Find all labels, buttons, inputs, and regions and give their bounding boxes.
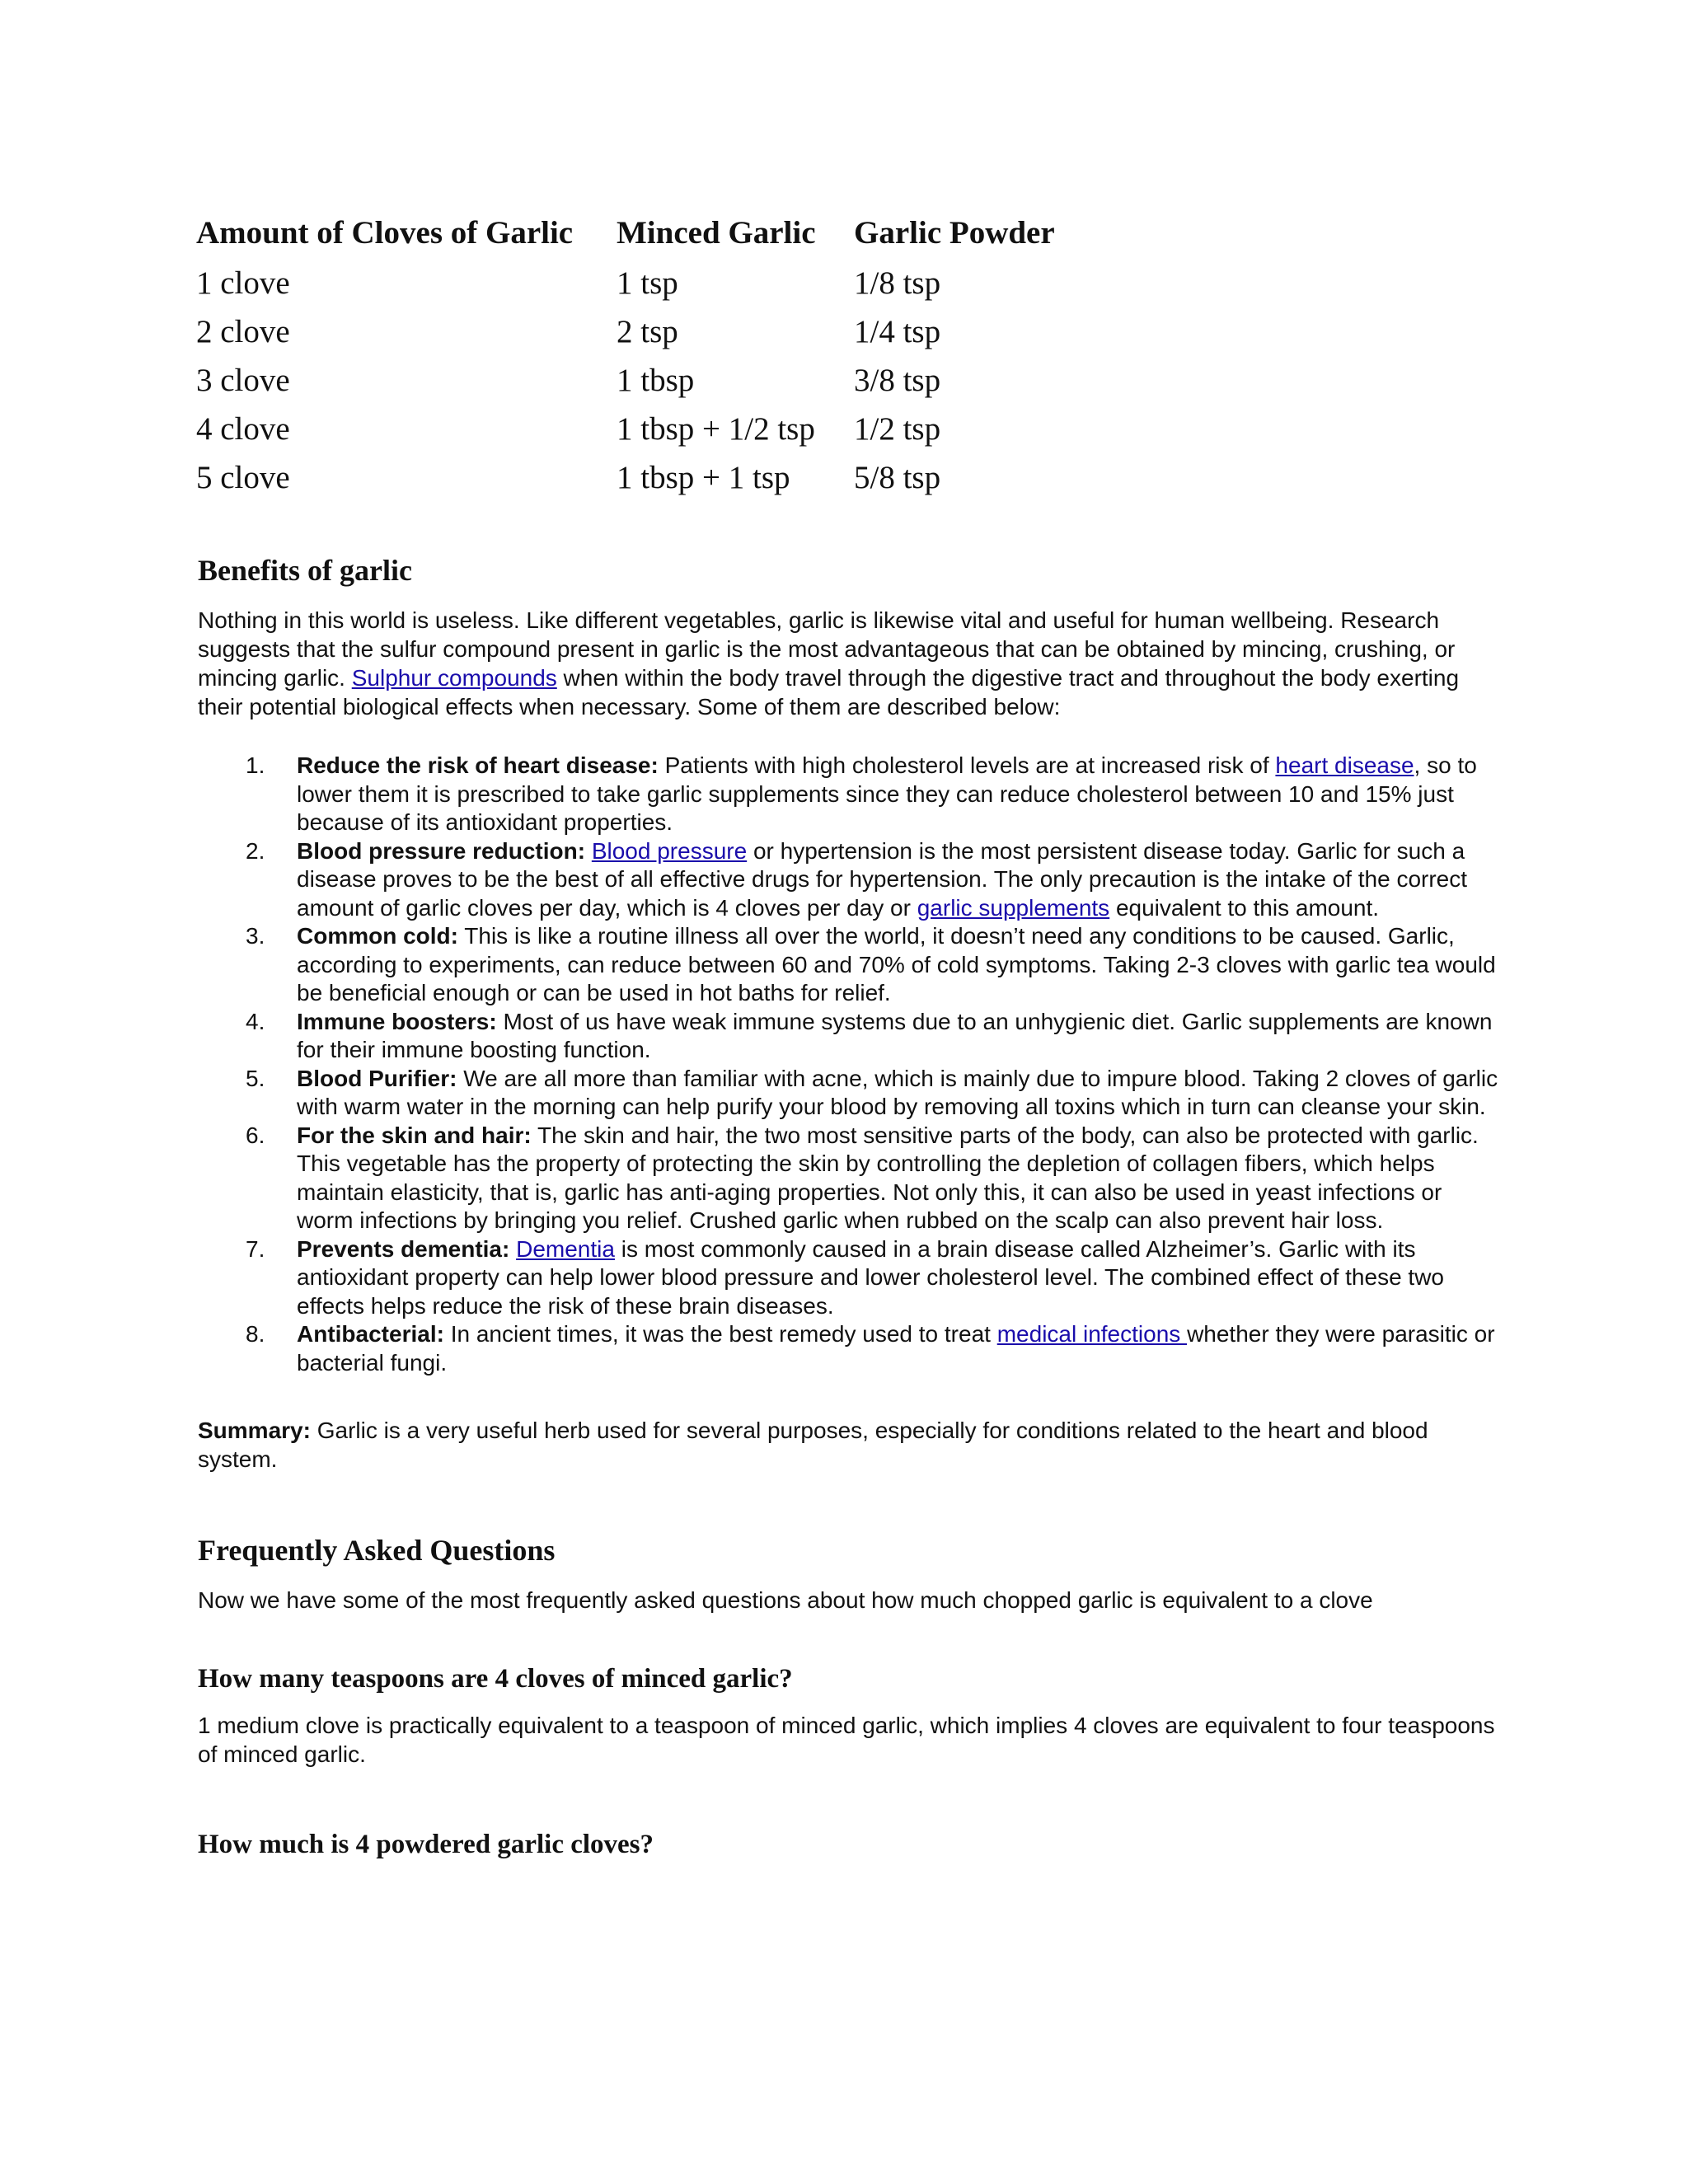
item-text: Patients with high cholesterol levels are at increased risk of <box>658 752 1276 778</box>
list-number: 1. <box>246 752 265 778</box>
intro-text: Nothing in this world is useless. Like different vegetables, garlic is likewise vital and useful for human wellbeing. Research suggests that the sulfur compound present in garlic is the most advantageous that can be obtained by mincing, crushing, or mincing garlic. <box>198 607 1456 691</box>
item-text: , so to lower them it is prescribed to take garlic supplements since they can reduce cholesterol between 10 and 15% just because of its antioxidant properties. <box>297 752 1477 835</box>
faq-heading: Frequently Asked Questions <box>198 1534 556 1567</box>
table-cell: 1 tsp <box>617 265 678 301</box>
item-text: equivalent to this amount. <box>1109 894 1380 921</box>
item-text: The skin and hair, the two most sensitive parts of the body, can also be protected with garlic. This vegetable has the property of protecting the skin by controlling the depletion of collagen fibers, which helps maintain elasticity, that is, garlic has anti-aging properties. Not only this, it can also be used in yeast infections or worm infections by bringing you relief. Crushed garlic when rubbed on the scalp can also prevent hair loss. <box>297 1122 1479 1233</box>
item-text: We are all more than familiar with acne, which is mainly due to impure blood. Taking 2 cloves of garlic with warm water in the morning can help purify your blood by removing all toxins which in turn can cleanse your skin. <box>297 1065 1498 1119</box>
table-header-cloves: Amount of Cloves of Garlic <box>196 214 574 251</box>
list-item <box>198 1320 1500 1377</box>
item-text: or hypertension is the most persistent disease today. Garlic for such a disease proves to be the best of all effective drugs for hypertension. The only precaution is the intake of the correct amount of garlic cloves per day, which is 4 cloves per day or <box>297 837 1468 921</box>
table-cell: 3/8 tsp <box>854 363 941 398</box>
table-row <box>196 453 1101 502</box>
table-header-row <box>196 206 1101 259</box>
list-number: 6. <box>246 1122 265 1148</box>
summary-text: Garlic is a very useful herb used for several purposes, especially for conditions related to the heart and blood system. <box>198 1418 1428 1472</box>
list-item <box>198 837 1500 923</box>
faq-question-1: How many teaspoons are 4 cloves of minced garlic? <box>198 1664 793 1694</box>
table-row <box>196 405 1101 453</box>
item-title: Prevents dementia: <box>297 1235 510 1262</box>
table-cell: 1/8 tsp <box>854 265 941 301</box>
summary-paragraph <box>198 1416 1500 1474</box>
list-item <box>198 1065 1500 1122</box>
table-cell: 1 tbsp <box>617 363 695 398</box>
table-cell: 1/2 tsp <box>854 411 941 447</box>
item-title: Blood Purifier: <box>297 1065 457 1091</box>
summary-label: Summary: <box>198 1418 311 1443</box>
item-title: For the skin and hair: <box>297 1122 532 1148</box>
list-number: 7. <box>246 1235 265 1262</box>
item-text <box>585 838 592 864</box>
document-page <box>198 206 1500 1860</box>
table-cell: 5 clove <box>196 460 290 495</box>
item-text: is most commonly caused in a brain disease called Alzheimer’s. Garlic with its antioxidant property can help lower blood pressure and lower cholesterol level. The combined effect of these two effects helps reduce the risk of these brain diseases. <box>297 1235 1445 1319</box>
list-item <box>198 922 1500 1008</box>
benefits-heading: Benefits of garlic <box>198 554 412 587</box>
list-item <box>198 1122 1500 1235</box>
table-cell: 1/4 tsp <box>854 314 941 349</box>
list-number: 8. <box>246 1321 265 1347</box>
table-cell: 3 clove <box>196 363 290 398</box>
table-header-minced: Minced Garlic <box>617 214 816 251</box>
table-cell: 1 tbsp + 1 tsp <box>617 460 790 495</box>
list-item <box>198 752 1500 837</box>
item-text: Most of us have weak immune systems due to an unhygienic diet. Garlic supplements are known for their immune boosting function. <box>297 1008 1493 1062</box>
item-title: Blood pressure reduction: <box>297 837 586 864</box>
faq-question-2: How much is 4 powdered garlic cloves? <box>198 1830 654 1859</box>
table-header-powder: Garlic Powder <box>854 214 1055 251</box>
table-row <box>196 259 1101 307</box>
table-row <box>196 356 1101 405</box>
list-number: 2. <box>246 837 265 864</box>
item-text: This is like a routine illness all over the world, it doesn’t need any conditions to be caused. Garlic, according to experiments, can reduce between 60 and 70% of cold symptoms. Taking 2-3 cloves with garlic tea would be beneficial enough or can be used in hot baths for relief. <box>297 923 1496 1005</box>
list-number: 5. <box>246 1065 265 1091</box>
item-title: Immune boosters: <box>297 1008 497 1034</box>
heart-disease-link[interactable]: heart disease <box>1275 752 1414 778</box>
faq-answer-1: 1 medium clove is practically equivalent to a teaspoon of minced garlic, which implies 4 cloves are equivalent to four teaspoons of minced garlic. <box>198 1713 1495 1767</box>
list-number: 4. <box>246 1008 265 1034</box>
garlic-supplements-link[interactable]: garlic supplements <box>917 894 1110 921</box>
blood-pressure-link[interactable]: Blood pressure <box>591 837 748 864</box>
item-text: In ancient times, it was the best remedy used to treat <box>443 1321 997 1347</box>
item-text <box>509 1236 516 1262</box>
table-cell: 1 clove <box>196 265 290 301</box>
faq-intro: Now we have some of the most frequently asked questions about how much chopped garlic is equivalent to a clove <box>198 1587 1373 1613</box>
table-cell: 1 tbsp + 1/2 tsp <box>617 411 815 447</box>
table-cell: 4 clove <box>196 411 290 447</box>
item-text: whether they were parasitic or bacterial fungi. <box>297 1321 1495 1376</box>
list-item <box>198 1008 1500 1065</box>
garlic-conversion-table <box>196 206 1101 502</box>
benefits-intro <box>198 606 1500 721</box>
list-item <box>198 1235 1500 1321</box>
list-number: 3. <box>246 923 265 949</box>
benefits-list <box>198 752 1500 1377</box>
item-title: Antibacterial: <box>297 1321 444 1347</box>
intro-text: when within the body travel through the digestive tract and throughout the body exerting their potential biological effects when necessary. Some of them are described below: <box>198 665 1460 719</box>
dementia-link[interactable]: Dementia <box>516 1235 615 1262</box>
table-cell: 2 clove <box>196 314 290 349</box>
sulphur-compounds-link[interactable]: Sulphur compounds <box>351 665 557 691</box>
table-cell: 5/8 tsp <box>854 460 941 495</box>
table-row <box>196 307 1101 356</box>
item-title: Reduce the risk of heart disease: <box>297 752 659 778</box>
item-title: Common cold: <box>297 923 458 949</box>
table-cell: 2 tsp <box>617 314 678 349</box>
medical-infections-link[interactable]: medical infections <box>996 1321 1188 1347</box>
